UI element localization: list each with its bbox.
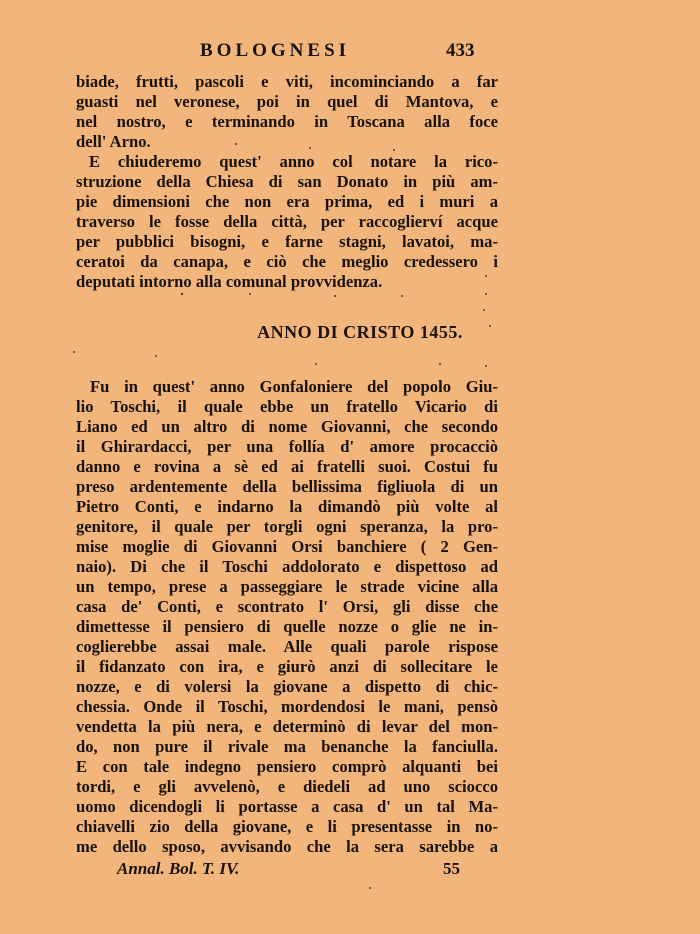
text-line: struzione della Chiesa di san Donato in più am- (76, 172, 498, 191)
signature-number: 55 (443, 859, 460, 878)
section-heading-text: ANNO DI CRISTO 1455. (257, 322, 463, 342)
text-line: danno e rovina a sè ed ai fratelli suoi. Costui fu (76, 457, 498, 476)
text-line: tordi, e gli avvelenò, e diedeli ad uno sciocco (76, 777, 498, 796)
text-line: E con tale indegno pensiero comprò alquanti bei (76, 757, 498, 776)
text-line: traverso le fosse della città, per raccoglierví acque (76, 212, 498, 231)
text-line: dimettesse il pensiero di quelle nozze o glie ne in- (76, 617, 498, 636)
text-line: casa de' Conti, e scontrato l' Orsi, gli disse che (76, 597, 498, 616)
text-line: per pubblici bisogni, e farne stagni, lavatoi, ma- (76, 232, 498, 251)
text-line: pie dimensioni che non era prima, ed i muri a (76, 192, 498, 211)
text-line: dell' Arno. (76, 132, 151, 151)
text-line: preso ardentemente della bellissima figliuola di un (76, 477, 498, 496)
text-line: lio Toschi, il quale ebbe un fratello Vicario di (76, 397, 498, 416)
text-line: deputati intorno alla comunal provvidenza. (76, 272, 383, 291)
text-line: biade, frutti, pascoli e viti, incominciando a far (76, 72, 498, 91)
text-line: chessia. Onde il Toschi, mordendosi le mani, pensò (76, 697, 498, 716)
text-line: me dello sposo, avvisando che la sera sarebbe a (76, 837, 498, 856)
text-line: un tempo, prese a passeggiare le strade vicine alla (76, 577, 498, 596)
text-line: naio). Di che il Toschi addolorato e dispettoso ad (76, 557, 498, 576)
text-line: do, non pure il rivale ma benanche la fanciulla. (76, 737, 498, 756)
text-line: vendetta la più nera, e determinò di levar del mon- (76, 717, 498, 736)
page-number: 433 (446, 40, 475, 61)
text-line: Pietro Conti, e indarno la dimandò più volte al (76, 497, 498, 516)
text-line: mise moglie di Giovanni Orsi banchiere ( 2 Gen- (76, 537, 498, 556)
signature-mark: Annal. Bol. T. IV. (117, 859, 240, 878)
text-line: ceratoi da canapa, e ciò che meglio credessero i (76, 252, 498, 271)
running-title: BOLOGNESI (200, 40, 351, 61)
text-line: genitore, il quale per torgli ogni speranza, la pro- (76, 517, 498, 536)
text-line: nel nostro, e terminando in Toscana alla foce (76, 112, 498, 131)
text-line: il Ghirardacci, per una follía d' amore procacciò (76, 437, 498, 456)
text-line: nozze, e di volersi la giovane a dispetto di chic- (76, 677, 498, 696)
text-line: il fidanzato con ira, e giurò anzi di sollecitare le (76, 657, 498, 676)
text-line: Liano ed un altro di nome Giovanni, che secondo (76, 417, 498, 436)
text-line: uomo dicendogli li portasse a casa d' un tal Ma- (76, 797, 498, 816)
text-line: chiavelli zio della giovane, e li presentasse in no- (76, 817, 498, 836)
text-line: Fu in quest' anno Gonfaloniere del popolo Giu- (90, 377, 498, 396)
text-line: E chiuderemo quest' anno col notare la rico- (89, 152, 498, 171)
text-line: guasti nel veronese, poi in quel di Mantova, e (76, 92, 498, 111)
text-line: coglierebbe assai male. Alle quali parole rispose (76, 637, 498, 656)
